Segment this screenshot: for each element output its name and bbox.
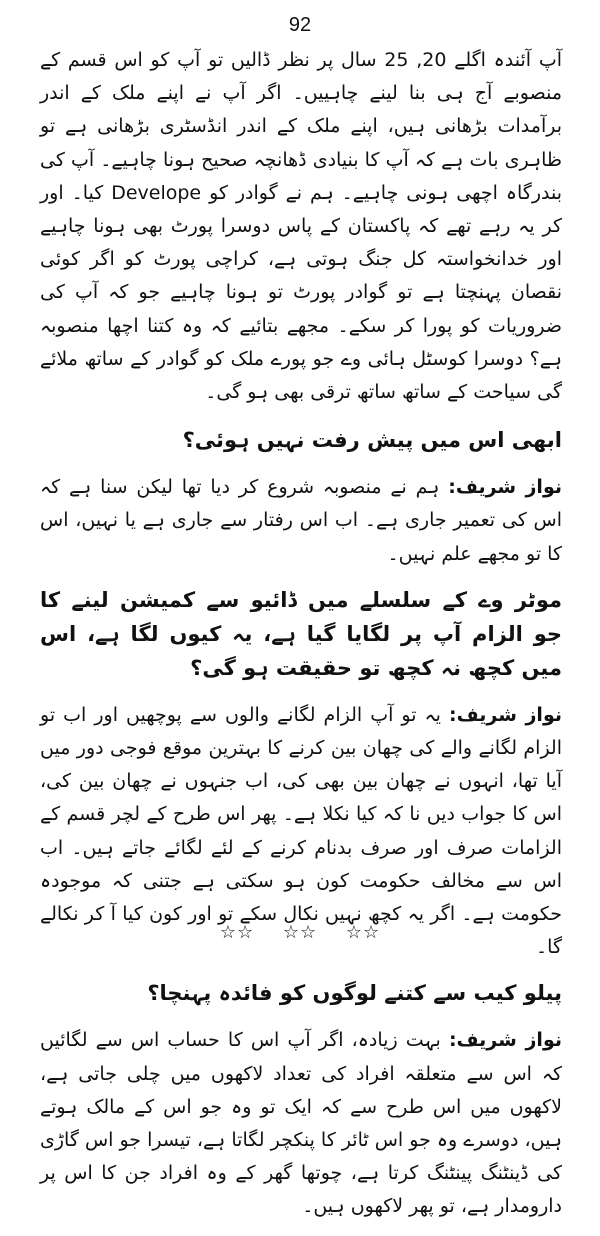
page-number: 92 <box>288 14 312 36</box>
section-end-stars: ☆☆ ☆☆ ☆☆ <box>219 922 381 943</box>
answer-text: یہ تو آپ الزام لگانے والوں سے پوچھیں اور اب تو الزام لگانے والے کی چھان بین کرنے کا بہترین موقع فوجی دور میں آیا تھا، انہوں نے چھان بین بھی کی، اب جنہوں نے چھان بین کی، اس کا جواب دیں نا کہ کیا نکلا ہے۔ پھر اس طرح کے لچر قسم کے الزامات صرف اور صرف بدنام کرنے کے لئے لگائے جاتے ہیں۔ اب اس سے مخالف حکومت کون ہو سکتی ہے جتنی کہ موجودہ حکومت ہے۔ اگر یہ کچھ نہیں نکال سکے تو اور کون کیا آ کر نکالے گا۔ <box>40 703 562 959</box>
answer-text: بہت زیادہ، اگر آپ اس کا حساب اس سے لگائیں کہ اس سے متعلقہ افراد کی تعداد لاکھوں میں چلی جاتی ہے، لاکھوں میں اس طرح سے کہ ایک تو وہ جو اس کے مالک ہوتے ہیں، دوسرے وہ جو اس ٹائر کا پنکچر لگاتا ہے، تیسرا جو اس گاڑی کی ڈینٹنگ پینٹنگ کرتا ہے، چوتھا گھر کے وہ افراد جن کا اس پر دارومدار ہے، تو پھر لاکھوں ہیں۔ <box>40 1029 562 1218</box>
answer-text: ہم نے منصوبہ شروع کر دیا تھا لیکن سنا ہے کہ اس کی تعمیر جاری ہے۔ اب اس رفتار سے جاری ہے یا نہیں، اس کا تو مجھے علم نہیں۔ <box>40 476 562 565</box>
answer-progress <box>40 471 562 571</box>
speaker-label: نواز شریف: <box>449 703 562 726</box>
speaker-label: نواز شریف: <box>448 1029 562 1052</box>
speaker-label: نواز شریف: <box>448 476 562 499</box>
intro-paragraph: آپ آئندہ اگلے 20, 25 سال پر نظر ڈالیں تو آپ کو اس قسم کے منصوبے آج ہی بنا لینے چاہییں۔ اگر آپ نے اپنے ملک کے اندر برآمدات بڑھانی ہیں، اپنے ملک کے اندر انڈسٹری بڑھانی ہے تو ظاہری بات ہے کہ آپ کا بنیادی ڈھانچہ صحیح ہونا چاہیے۔ آپ کی بندرگاہ اچھی ہونی چاہیے۔ ہم نے گوادر کو Develope کیا۔ اور کر یہ رہے تھے کہ پاکستان کے پاس دوسرا پورٹ بھی ہونا چاہیے اور خدانخواستہ کل جنگ ہوتی ہے، کراچی پورٹ کو اگر کوئی نقصان پہنچتا ہے تو گوادر پورٹ تو ہونا چاہیے جو کہ آپ کی ضروریات کو پورا کر سکے۔ مجھے بتائیے کہ وہ کتنا اچھا منصوبہ ہے؟ دوسرا کوسٹل ہائی وے جو پورے ملک کو گوادر کے ساتھ ملائے گی سیاحت کے ساتھ ساتھ ترقی بھی ہو گی۔ <box>40 49 562 404</box>
question-progress: ابھی اس میں پیش رفت نہیں ہوئی؟ <box>182 428 562 453</box>
page-body <box>40 44 562 1236</box>
answer-yellow-cab <box>40 1024 562 1223</box>
question-yellow-cab: پیلو کیب سے کتنے لوگوں کو فائدہ پہنچا؟ <box>147 981 562 1006</box>
question-motorway: موٹر وے کے سلسلے میں ڈائیو سے کمیشن لینے کا جو الزام آپ پر لگایا گیا ہے، یہ کیوں لگا ہے، اس میں کچھ نہ کچھ تو حقیقت ہو گی؟ <box>40 587 562 680</box>
